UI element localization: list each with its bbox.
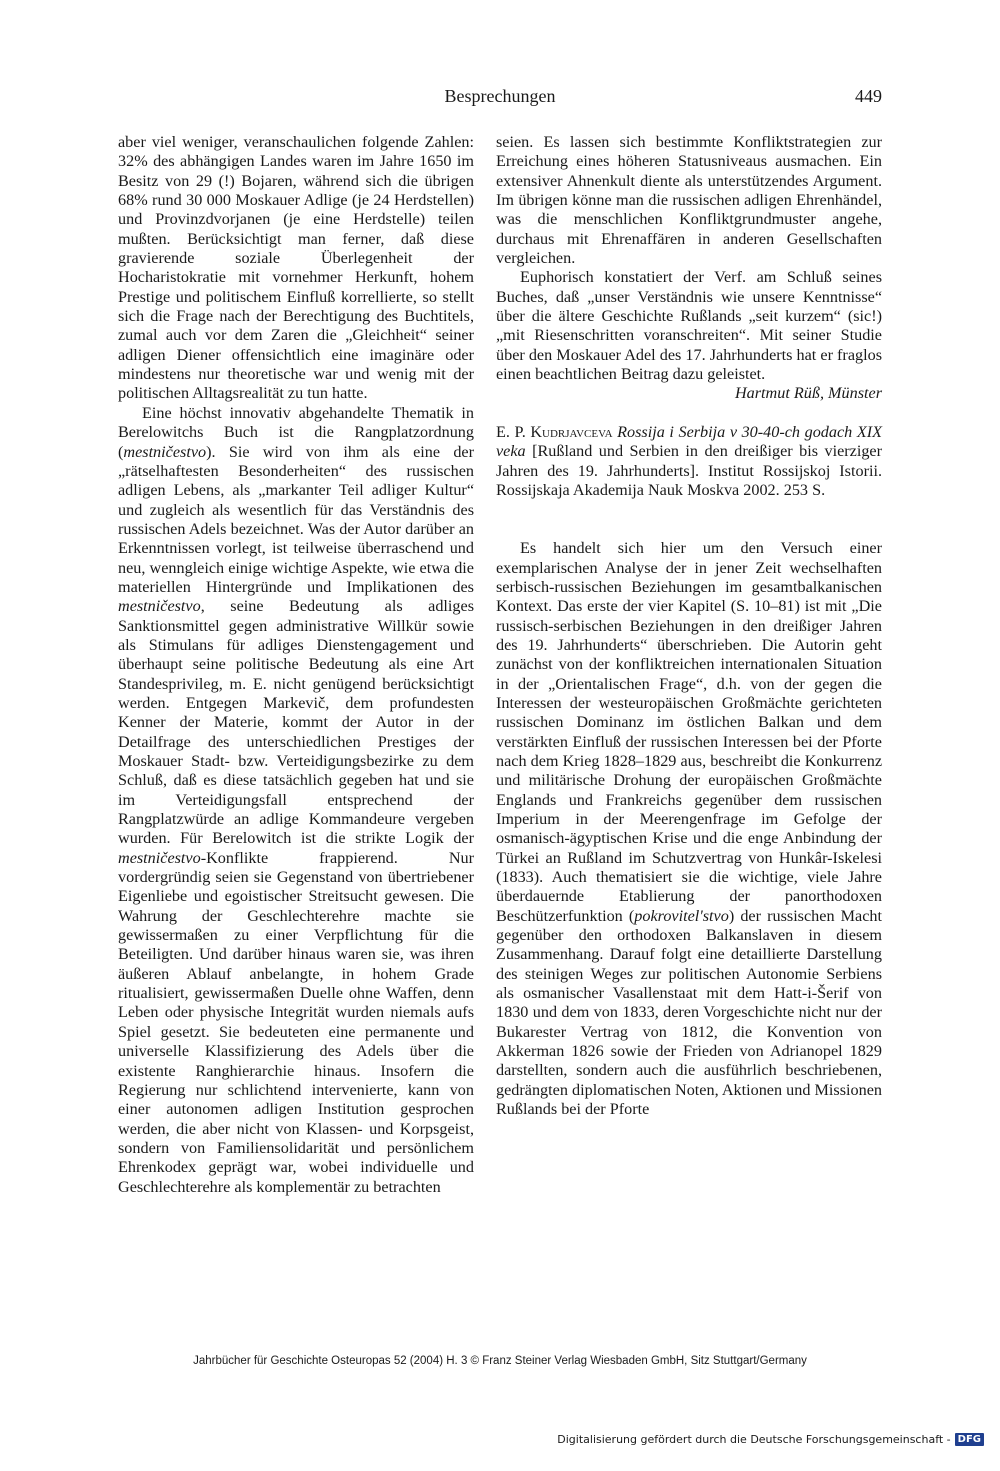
bibliographic-entry xyxy=(496,423,882,500)
journal-footer: Jahrbücher für Geschichte Osteuropas 52 (2004) H. 3 © Franz Steiner Verlag Wiesbaden GmbH, Sitz Stuttgart/Germany xyxy=(193,1355,807,1367)
section-spacer xyxy=(496,500,882,539)
paragraph: seien. Es lassen sich bestimmte Konfliktstrategien zur Erreichung eines höheren Statusniveaus ausmachen. Ein extensiver Ahnenkult diente als unterstützendes Argument. Im übrigen könne man die russischen adligen Ehrenhändel, was die menschlichen Konfliktgrundmuster angehe, durchaus mit Ehrenaffären in anderen Gesellschaften vergleichen. xyxy=(496,133,882,268)
term-italic: mestničestvo xyxy=(118,848,201,867)
running-head xyxy=(118,86,882,110)
funding-text: Digitalisierung gefördert durch die Deutsche Forschungsgemeinschaft - xyxy=(557,1432,951,1446)
text-run: ). Sie wird von ihm als eine der „rätselhaftesten Besonderheiten“ des russischen adligen Lebens, als „markanter Teil adliger Kultur“ und zugleich als wesentlich für das Verständnis des russischen Adels bezeichnet. Was der Autor darüber an Erkenntnissen vorlegt, ist teilweise überraschend und neu, wenngleich einige wichtige Aspekte, wie etwa die materiellen Hintergründe und Implikationen des xyxy=(118,442,474,596)
text-run: -Konflikte frappierend. Nur vordergründig seien sie Gegenstand von übertriebener Eigenliebe und egoistischer Streitsucht gewesen. Die Wahrung der Geschlechterehre machte sie gewissermaßen zu einer Verpflichtung für die Beteiligten. Und darüber hinaus waren sie, was ihren äußeren Ablauf anbelangte, in hohem Grade ritualisiert, gewissermaßen Duelle ohne Waffen, denn Leben oder physische Integrität wurden niemals aufs Spiel gesetzt. Sie bedeuteten eine permanente und universelle Klassifizierung des Adels über die existente Ranghierarchie hinaus. Insofern die Regierung nur schlichtend intervenierte, kann von einer autonomen adligen Institution gesprochen werden, die aber nicht von Klassen- und Korpsgeist, sondern von Familiensolidarität und persönlichem Ehrenkodex geprägt war, wobei individuelle und Geschlechterehre als komplementär zu betrachten xyxy=(118,848,474,1196)
paragraph: Euphorisch konstatiert der Verf. am Schluß seines Buches, daß „unser Verständnis wie unsere Kenntnisse“ über die ältere Geschichte Rußlands „seit kurzem“ (sic!) „mit Riesenschritten voranschreiten“. Mit seiner Studie über den Moskauer Adel des 17. Jahrhunderts hat er fraglos einen beachtlichen Beitrag dazu geleistet. xyxy=(496,268,882,384)
text-run: Es handelt sich hier um den Versuch einer exemplarischen Analyse der in jener Zeit wechselhaften serbisch-russischen Beziehungen im gesamtbalkanischen Kontext. Das erste der vier Kapitel (S. 10–81) ist mit „Die russisch-serbischen Beziehungen in den dreißiger Jahren des 19. Jahrhunderts“ überschrieben. Die Autorin geht zunächst von der konfliktreichen internationalen Situation in der „Orientalischen Frage“, d.h. von der gegen die Interessen der westeuropäischen Großmächte gerichteten russischen Dominanz im östlichen Balkan und dem verstärkten Einfluß der russischen Interessen bei der Pforte nach dem Krieg 1828–1829 aus, beschreibt die Konkurrenz und militärische Drohung der europäischen Großmächte Englands und Frankreichs gegenüber dem russischen Imperium in der Meerengenfrage im Gefolge der osmanisch-ägyptischen Krise und die enge Anbindung der Türkei an Rußland im Schutzvertrag von Hunkâr-Iskelesi (1833). Auch thematisiert sie die wichtige, viele Jahre überdauernde Etablierung der panorthodoxen Beschützerfunktion ( xyxy=(496,539,882,925)
book-details: [Rußland und Serbien in den dreißiger bis vierziger Jahren des 19. Jahrhunderts]. Institut Rossijskoj Istorii. Rossijskaja Akademija Nauk Moskva 2002. 253 S. xyxy=(496,442,882,499)
term-italic: mestničestvo xyxy=(123,442,207,461)
funding-note xyxy=(557,1430,984,1448)
dfg-logo-icon: DFG xyxy=(955,1433,984,1446)
left-column xyxy=(118,133,474,1197)
text-run: Eine höchst innovativ abgehandelte Thematik in Berelowitchs Buch ist die Rangplatzordnung ( xyxy=(118,403,474,461)
right-column xyxy=(496,133,882,1120)
text-run: , seine Bedeutung als adliges Sanktionsmittel gegen administrative Willkür sowie als Stimulans für adliges Dienstengagement und überhaupt seine politische Bedeutung als eine Art Standesprivileg, m. E. nicht genügend berücksichtigt werden. Entgegen Markevič, dem profundesten Kenner der Materie, kommt der Autor in der Detailfrage des unterschiedlichen Prestiges der Moskauer Stadt- bzw. Verteidigungsbezirke zu dem Schluß, daß es diese tatsächlich gegeben hat und sie im Verteidigungsfall entsprechend der Rangplatzwürde an adlige Kommandeure vergeben wurden. Für Berelowitch ist die strikte Logik der xyxy=(118,597,474,848)
reviewer-signature: Hartmut Rüß, Münster xyxy=(734,384,882,403)
paragraph: aber viel weniger, veranschaulichen folgende Zahlen: 32% des abhängigen Landes waren im Jahre 1650 im Besitz von 29 (!) Bojaren, während sich die übrigen 68% rund 30 000 Moskauer Adlige (je 24 Herdstellen) und Provinzdvorjanen (je eine Herdstelle) teilen mußten. Berücksichtigt man ferner, daß diese gravierende soziale Überlegenheit der Hocharistokratie mit vornehmer Herkunft, hohem Prestige und politischem Einfluß korrellierte, so stellt sich die Frage nach der Berechtigung des Buchtitels, zumal auch vor dem Zaren die „Gleichheit“ seiner adligen Diener offensichtlich eine imaginäre oder mindestens nur theoretische war und wenig mit der politischen Alltagsrealität zu tun hatte. xyxy=(118,133,474,403)
term-italic: mestničestvo xyxy=(118,597,201,616)
page-number: 449 xyxy=(855,86,882,106)
book-title: Rossija i Serbija v 30-40-ch godach XIX veka xyxy=(496,422,882,461)
text-run: ) der russischen Macht gegenüber den orthodoxen Balkanslaven in diesem Zusammenhang. Darauf folgt eine detaillierte Darstellung des steinigen Weges zur politischen Autonomie Serbiens als osmanischer Vasallenstaat mit dem Hatt-i-Šerif von 1830 und dem von 1833, deren Vorgeschichte nicht nur der Bukarester Vertrag von 1812, die Konvention von Akkerman 1826 sowie der Frieden von Adrianopel 1829 darstellten, sondern auch die ausführlich beschriebenen, gedrängten diplomatischen Noten, Aktionen und Missionen Rußlands bei der Pforte xyxy=(496,906,882,1119)
paragraph xyxy=(496,539,882,1119)
term-italic: pokrovitel'stvo xyxy=(634,906,729,925)
book-author: E. P. Kudrjavceva xyxy=(496,422,613,441)
section-title: Besprechungen xyxy=(444,86,556,106)
paragraph xyxy=(118,404,474,1197)
